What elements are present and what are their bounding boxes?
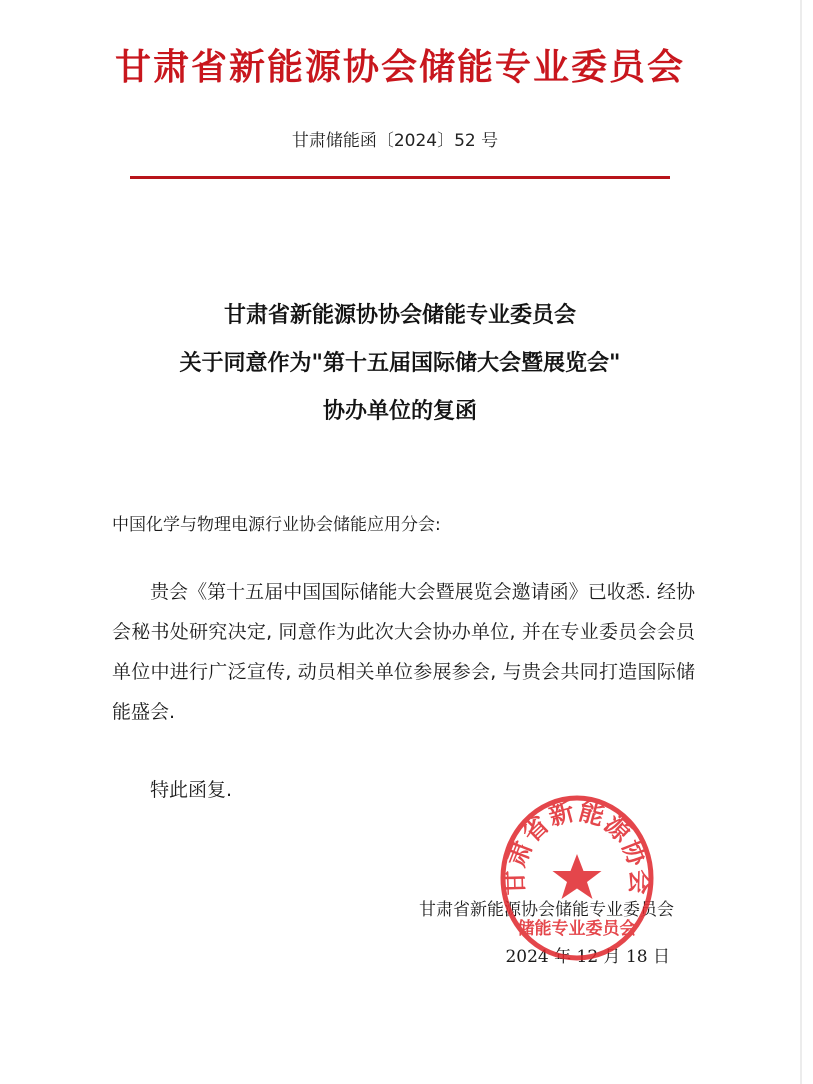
letterhead-title: 甘肃省新能源协会储能专业委员会 [114,47,685,88]
letter-body: 贵会《第十五届中国国际储能大会暨展览会邀请函》已收悉. 经协会秘书处研究决定, 同意作为此次大会协办单位, 并在专业委员会会员单位中进行广泛宣传, 动员相关单位参展参会, 与贵会共同打造国际储能盛会. [112,581,695,723]
subject-line-3: 协办单位的复函 [322,399,477,424]
letterhead-divider [130,176,670,179]
subject-line-1: 甘肃省新能源协协会储能专业委员会 [223,303,576,328]
official-seal [498,792,656,964]
document-number: 甘肃储能函〔2024〕52 号 [291,131,499,151]
page-edge [800,0,802,1084]
subject-heading [0,292,800,436]
letter-closing: 特此函复. [150,779,233,801]
recipient-salutation: 中国化学与物理电源行业协会储能应用分会: [112,515,441,535]
subject-line-2: 关于同意作为"第十五届国际储大会暨展览会" [179,351,621,376]
seal-outer-text: 甘肃省新能源协会 [499,796,655,896]
signature-date: 2024 年 12 月 18 日 [505,947,670,967]
seal-star-icon [553,854,602,899]
signer-name: 甘肃省新能源协会储能专业委员会 [419,900,674,920]
seal-inner-text: 储能专业委员会 [517,919,637,939]
